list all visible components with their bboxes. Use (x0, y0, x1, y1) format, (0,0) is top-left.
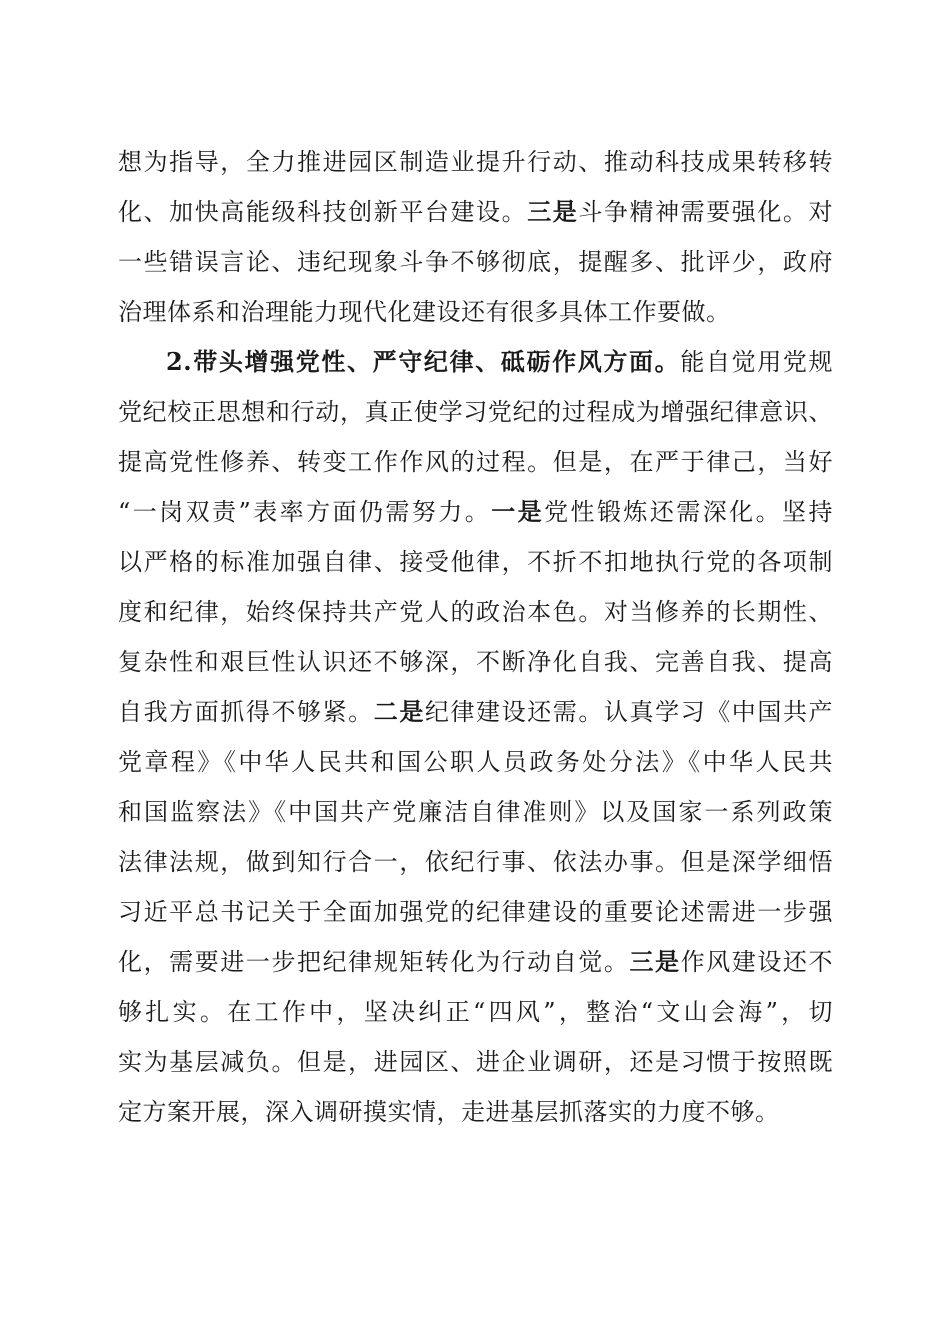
text-segment: 党纪校正思想和行动，真正使学习党纪的过程成为增强纪律意识、 (118, 398, 833, 426)
text-segment: 一些错误言论、违纪现象斗争不够彻底，提醒多、批评少，政府 (118, 248, 833, 276)
text-segment: 以严格的标准加强自律、接受他律，不折不扣地执行党的各项制 (118, 548, 833, 576)
text-line (118, 547, 833, 577)
text-segment: 法律法规，做到知行合一，依纪行事、依法办事。但是深学细悟 (118, 848, 833, 876)
text-line (118, 947, 833, 977)
text-line (118, 447, 833, 477)
text-line (118, 697, 833, 727)
text-segment: 复杂性和艰巨性认识还不够深，不断净化自我、完善自我、提高 (118, 648, 833, 676)
text-line (118, 1097, 833, 1127)
text-segment: 党性锻炼还需深化。坚持 (544, 498, 833, 526)
text-line (118, 597, 833, 627)
bold-marker: 三是 (629, 947, 681, 976)
text-line (118, 1047, 833, 1077)
text-line (118, 797, 833, 827)
text-segment: 习近平总书记关于全面加强党的纪律建设的重要论述需进一步强 (118, 898, 833, 926)
text-line (118, 897, 833, 927)
text-segment: 够扎实。在工作中，坚决纠正“四风”，整治“文山会海”，切 (118, 998, 833, 1026)
text-segment: 自我方面抓得不够紧。 (118, 698, 374, 726)
text-line (118, 647, 833, 677)
text-segment: 斗争精神需要强化。对 (578, 198, 833, 226)
text-segment: 度和纪律，始终保持共产党人的政治本色。对当修养的长期性、 (118, 598, 833, 626)
text-segment: 治理体系和治理能力现代化建设还有很多具体工作要做。 (118, 298, 731, 326)
text-segment: 作风建设还不 (680, 948, 833, 976)
text-segment: 化，需要进一步把纪律规矩转化为行动自觉。 (118, 948, 630, 976)
text-line (118, 247, 833, 277)
text-line (118, 297, 833, 327)
text-segment: “一岗双责”表率方面仍需努力。 (118, 498, 492, 526)
text-line (118, 747, 833, 777)
text-segment: 纪律建设还需。认真学习《中国共产 (424, 698, 833, 726)
text-segment: 实为基层减负。但是，进园区、进企业调研，还是习惯于按照既 (118, 1048, 833, 1076)
bold-marker: 二是 (373, 697, 425, 726)
text-line (118, 497, 833, 527)
text-segment: 想为指导，全力推进园区制造业提升行动、推动科技成果转移转 (118, 148, 833, 176)
bold-marker: 三是 (527, 197, 579, 226)
text-segment: 定方案开展，深入调研摸实情，走进基层抓落实的力度不够。 (118, 1098, 780, 1126)
text-segment: 能自觉用党规 (680, 348, 833, 376)
section-heading-line (166, 347, 833, 377)
bold-marker: 一是 (491, 497, 545, 526)
text-segment: 党章程》《中华人民共和国公职人员政务处分法》《中华人民共 (118, 748, 833, 776)
text-line (118, 847, 833, 877)
text-segment: 和国监察法》《中国共产党廉洁自律准则》以及国家一系列政策 (118, 798, 833, 826)
section-heading: 2.带头增强党性、严守纪律、砥砺作风方面。 (166, 347, 681, 376)
text-line (118, 147, 833, 177)
text-segment: 提高党性修养、转变工作作风的过程。但是，在严于律己，当好 (118, 448, 833, 476)
text-line (118, 197, 833, 227)
text-line (118, 397, 833, 427)
text-line (118, 997, 833, 1027)
text-segment: 化、加快高能级科技创新平台建设。 (118, 198, 528, 226)
